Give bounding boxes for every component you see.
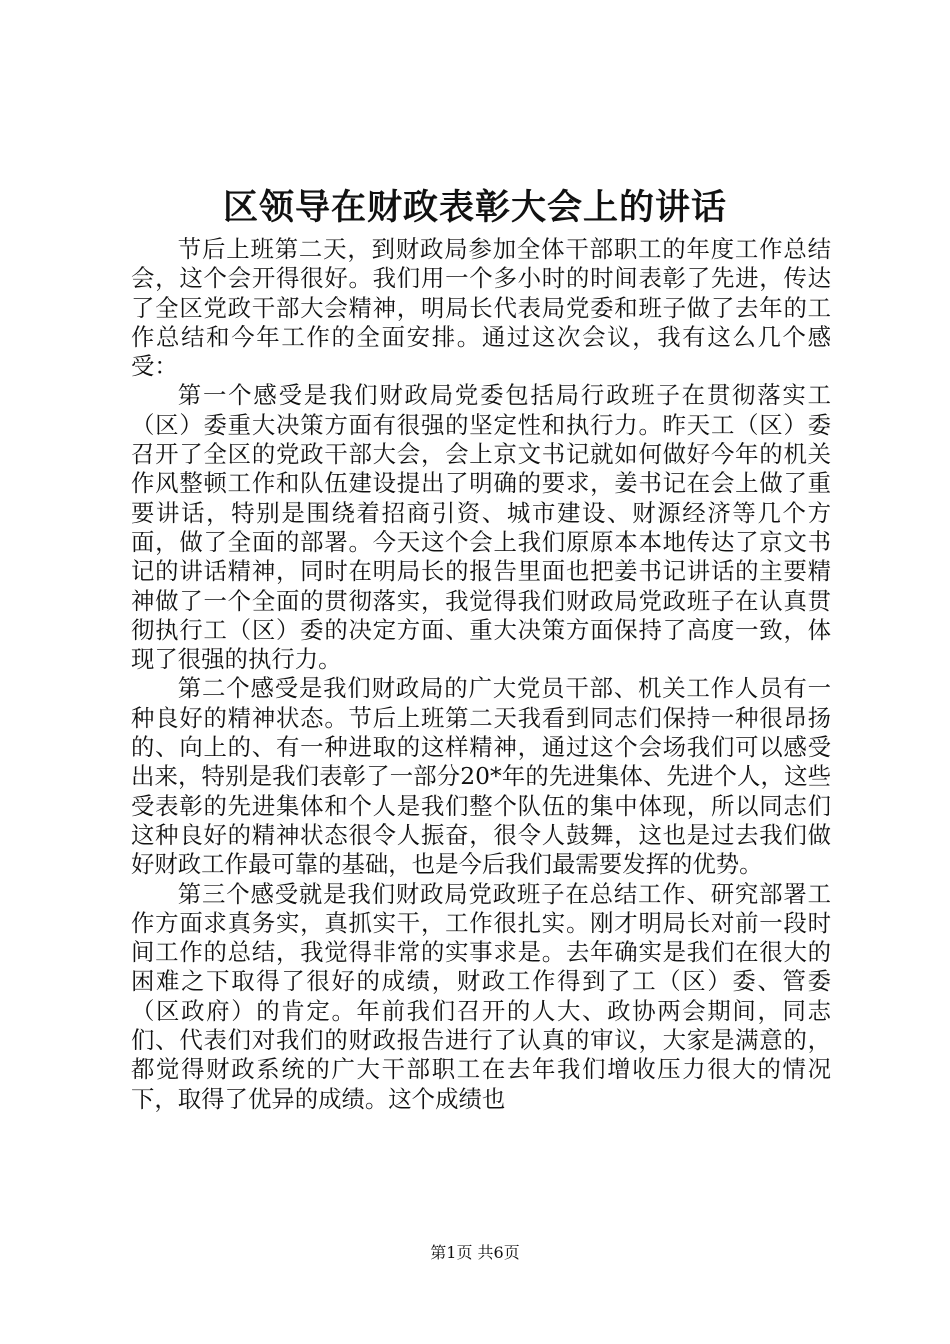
document-title: 区领导在财政表彰大会上的讲话: [222, 187, 727, 228]
paragraph-third-feeling: 第三个感受就是我们财政局党政班子在总结工作、研究部署工作方面求真务实，真抓实干，工作很扎实。刚才明局长对前一段时间工作的总结，我觉得非常的实事求是。去年确实是我们在很大的困难之下取得了很好的成绩，财政工作得到了工（区）委、管委（区政府）的肯定。年前我们召开的人大、政协两会期间，同志们、代表们对我们的财政报告进行了认真的审议，大家是满意的，都觉得财政系统的广大干部职工在去年我们增收压力很大的情况下，取得了优异的成绩。这个成绩也: [131, 879, 831, 1113]
paragraph-first-feeling: 第一个感受是我们财政局党委包括局行政班子在贯彻落实工（区）委重大决策方面有很强的坚定性和执行力。昨天工（区）委召开了全区的党政干部大会，会上京文书记就如何做好今年的机关作风整顿工作和队伍建设提出了明确的要求，姜书记在会上做了重要讲话，特别是围绕着招商引资、城市建设、财源经济等几个方面，做了全面的部署。今天这个会上我们原原本本地传达了京文书记的讲话精神，同时在明局长的报告里面也把姜书记讲话的主要精神做了一个全面的贯彻落实，我觉得我们财政局党政班子在认真贯彻执行工（区）委的决定方面、重大决策方面保持了高度一致，体现了很强的执行力。: [131, 381, 831, 674]
paragraph-second-feeling: 第二个感受是我们财政局的广大党员干部、机关工作人员有一种良好的精神状态。节后上班第二天我看到同志们保持一种很昂扬的、向上的、有一种进取的这样精神，通过这个会场我们可以感受出来，特别是我们表彰了一部分20*年的先进集体、先进个人，这些受表彰的先进集体和个人是我们整个队伍的集中体现，所以同志们这种良好的精神状态很令人振奋，很令人鼓舞，这也是过去我们做好财政工作最可靠的基础，也是今后我们最需要发挥的优势。: [131, 674, 831, 879]
page-number-footer: 第1页 共6页: [430, 1243, 520, 1262]
document-body: [131, 235, 831, 1114]
paragraph-intro: 节后上班第二天，到财政局参加全体干部职工的年度工作总结会，这个会开得很好。我们用一个多小时的时间表彰了先进，传达了全区党政干部大会精神，明局长代表局党委和班子做了去年的工作总结和今年工作的全面安排。通过这次会议，我有这么几个感受：: [131, 235, 831, 381]
